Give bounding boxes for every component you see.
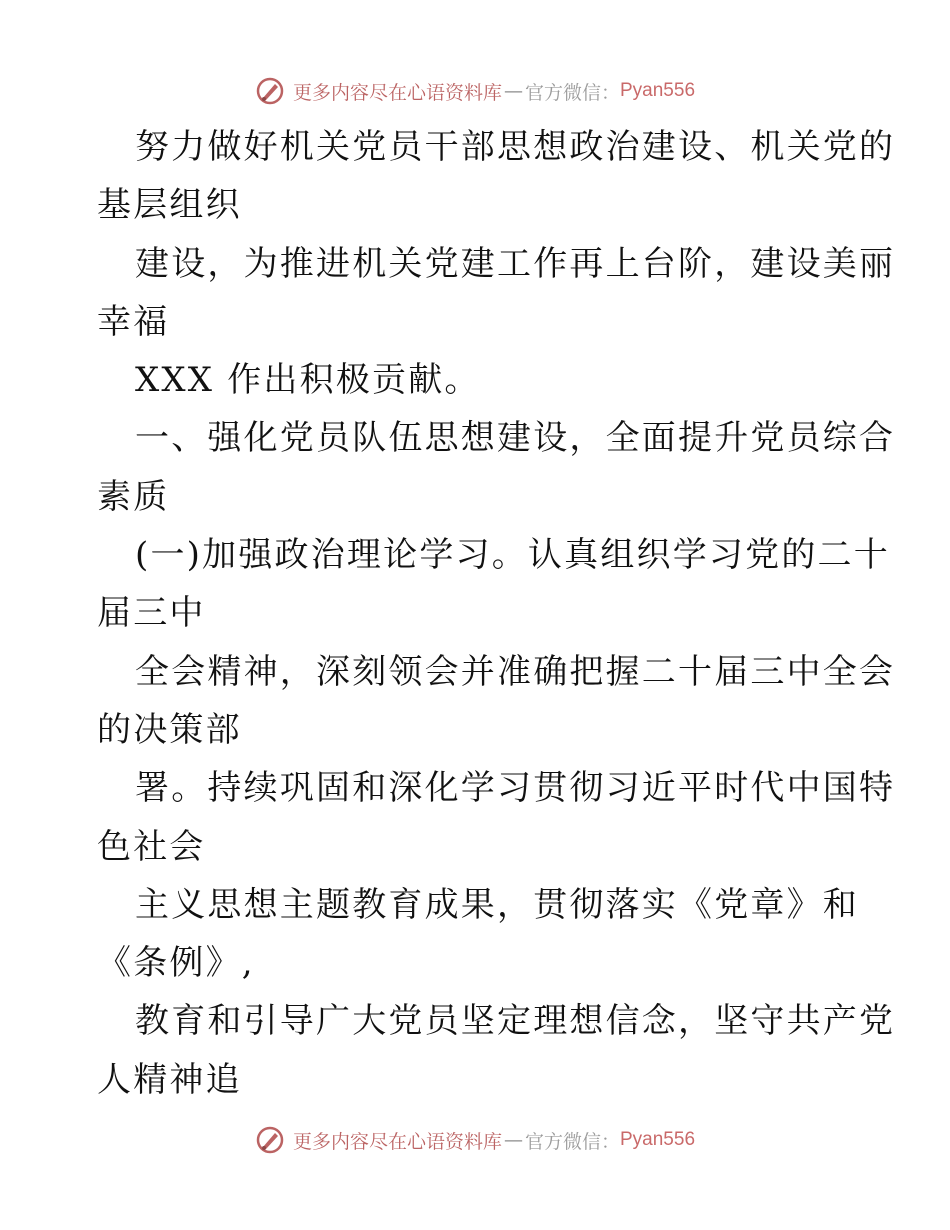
- watermark-label: 官方微信：: [524, 1130, 620, 1153]
- text-line: 届三中: [97, 593, 206, 634]
- text-line: 建设，为推进机关党建工作再上台阶，建设美丽: [135, 243, 896, 284]
- subsection-heading: (一)加强政治理论学习。认真组织学习党的二十: [135, 535, 890, 576]
- watermark-site-text: 更多内容尽在心语资料库: [292, 1130, 502, 1153]
- text-line: 《条例》,: [97, 943, 255, 984]
- text-line: 幸福: [97, 301, 170, 342]
- watermark-label: 官方微信：: [524, 81, 620, 104]
- text-line: 教育和引导广大党员坚定理想信念，坚守共产党: [135, 1001, 896, 1042]
- text-line: 主义思想主题教育成果，贯彻落实《党章》和: [135, 884, 859, 925]
- watermark-wechat-id: Pyan556: [620, 1129, 696, 1150]
- watermark-site-text: 更多内容尽在心语资料库: [292, 81, 502, 104]
- document-body: [97, 118, 896, 1109]
- watermark-dash: —: [503, 1129, 523, 1151]
- text-line: 基层组织: [97, 185, 242, 226]
- text-line: 色社会: [97, 826, 206, 867]
- header-watermark: [0, 71, 950, 111]
- text-line: 的决策部: [97, 709, 242, 750]
- text-line: 努力做好机关党员干部思想政治建设、机关党的: [135, 127, 896, 167]
- text-line: 人精神追: [97, 1059, 242, 1100]
- section-heading-continued: 素质: [97, 476, 170, 517]
- text-line: XXX 作出积极贡献。: [135, 360, 481, 401]
- pen-seal-icon: [255, 76, 285, 106]
- text-line: 全会精神，深刻领会并准确把握二十届三中全会: [135, 651, 896, 692]
- watermark-wechat-id: Pyan556: [620, 80, 696, 101]
- watermark-dash: —: [503, 80, 523, 102]
- footer-watermark: [0, 1120, 950, 1160]
- section-heading: 一、强化党员队伍思想建设，全面提升党员综合: [135, 418, 896, 459]
- pen-seal-icon: [255, 1125, 285, 1155]
- text-line: 署。持续巩固和深化学习贯彻习近平时代中国特: [135, 768, 896, 809]
